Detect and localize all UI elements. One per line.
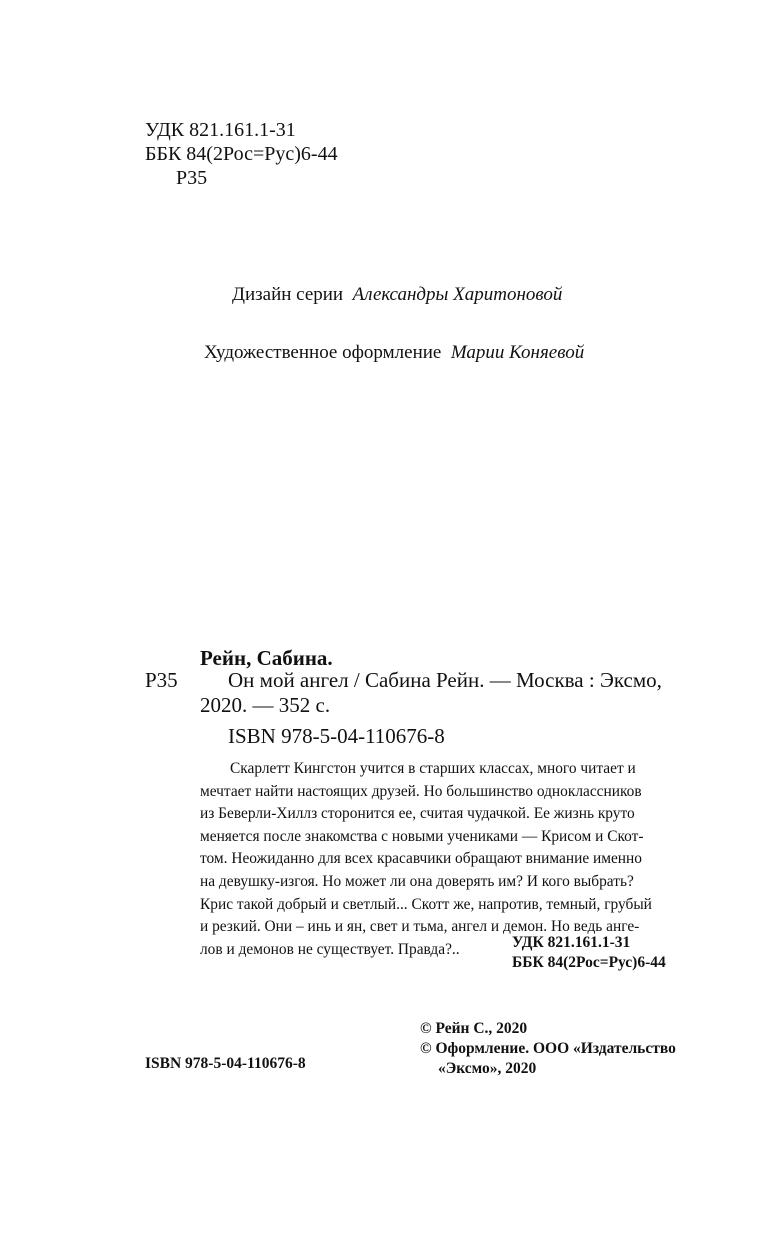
annotation-line: лов и демонов не существует. Правда?.. xyxy=(200,940,460,958)
annotation-line: Скарлетт Кингстон учится в старших классах, много читает и xyxy=(230,760,636,777)
entry-isbn: ISBN 978-5-04-110676-8 xyxy=(228,724,445,748)
annotation-line: Крис такой добрый и светлый... Скотт же, напротив, темный, грубый xyxy=(200,895,652,913)
footer-udk: УДК 821.161.1-31 xyxy=(512,934,631,951)
credit-name: Марии Коняевой xyxy=(450,342,585,363)
copyright-design-cont: «Эксмо», 2020 xyxy=(438,1060,537,1077)
copyright-design: © Оформление. ООО «Издательство xyxy=(420,1040,676,1057)
credit-role: Художественное оформление xyxy=(204,342,442,363)
annotation-line: и резкий. Они – инь и ян, свет и тьма, ангел и демон. Но ведь анге- xyxy=(200,918,640,936)
author-mark: Р35 xyxy=(176,167,208,189)
annotation-line: из Беверли-Хиллз сторонится ее, считая чудачкой. Ее жизнь круто xyxy=(200,805,635,823)
annotation-line: меняется после знакомства с новыми учениками — Крисом и Скот- xyxy=(200,827,644,845)
series-design-credit xyxy=(232,284,562,306)
annotation-line: том. Неожиданно для всех красавчики обращают внимание именно xyxy=(200,850,642,868)
author-heading: Рейн, Сабина. xyxy=(200,646,333,670)
copyright-author: © Рейн С., 2020 xyxy=(420,1020,528,1037)
bbk-code: ББК 84(2Рос=Рус)6-44 xyxy=(145,143,338,165)
footer-isbn: ISBN 978-5-04-110676-8 xyxy=(145,1055,306,1072)
annotation-line: на девушку-изгоя. Но может ли она доверять им? И кого выбрать? xyxy=(200,872,634,890)
credit-role: Дизайн серии xyxy=(232,284,344,305)
footer-bbk: ББК 84(2Рос=Рус)6-44 xyxy=(512,954,666,971)
credit-name: Александры Харитоновой xyxy=(352,284,563,305)
entry-title-line: Он мой ангел / Сабина Рейн. — Москва : Эксмо, xyxy=(228,668,662,692)
annotation-line: мечтает найти настоящих друзей. Но большинство одноклассников xyxy=(200,782,642,800)
entry-pub-line: 2020. — 352 с. xyxy=(200,693,331,717)
annotation xyxy=(200,758,680,961)
art-design-credit xyxy=(204,342,584,364)
udk-code: УДК 821.161.1-31 xyxy=(145,119,296,141)
entry-code: Р35 xyxy=(145,668,178,692)
